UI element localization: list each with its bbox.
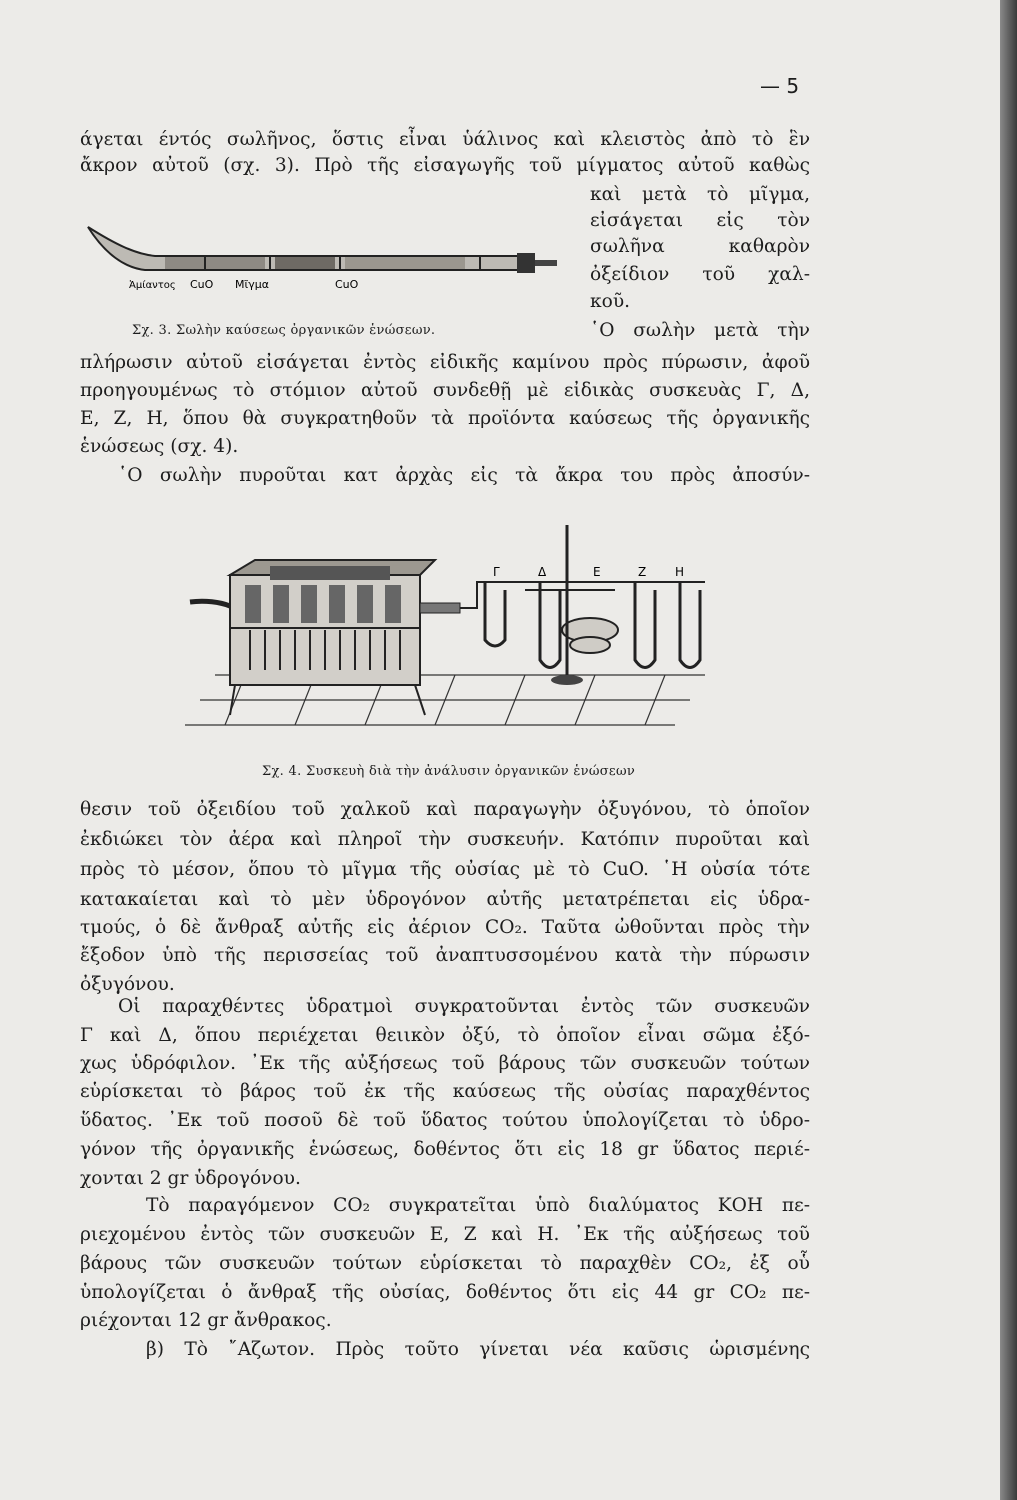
text-line: Οἱ παραχθέντες ὑδρατμοὶ συγκρατοῦνται ἐντὸς τῶν συσκευῶν xyxy=(118,996,810,1017)
figure-4-label: Ζ xyxy=(638,565,647,579)
text-line: εὑρίσκεται τὸ βάρος τοῦ ἐκ τῆς καύσεως τῆς οὐσίας παραχθέντος xyxy=(80,1081,810,1102)
text-line: άγεται έντός σωλῆνος, ὅστις εἶναι ὑάλινος καὶ κλειστὸς ἀπὸ τὸ ἓν xyxy=(80,129,810,150)
page-number: — 5 xyxy=(760,74,800,98)
text-line: πλήρωσιν αὐτοῦ εἰσάγεται ἐντὸς εἰδικῆς καμίνου πρὸς πύρωσιν, ἀφοῦ xyxy=(80,352,810,373)
text-line: κοῦ. xyxy=(590,291,631,312)
text-line: εἰσάγεται εἰς τὸν xyxy=(590,210,810,231)
text-line: θεσιν τοῦ ὀξειδίου τοῦ χαλκοῦ καὶ παραγωγὴν ὀξυγόνου, τὸ ὁποῖον xyxy=(80,799,810,820)
text-line: β) Τὸ ῎Αζωτον. Πρὸς τοῦτο γίνεται νέα καῦσις ὡρισμένης xyxy=(146,1339,810,1360)
figure-4-label: Η xyxy=(675,565,685,579)
figure-3-label: Μῖγμα xyxy=(235,278,269,291)
text-line: ὕδατος. ᾿Εκ τοῦ ποσοῦ δὲ τοῦ ὕδατος τούτου ὑπολογίζεται τὸ ὑδρο- xyxy=(80,1110,810,1131)
text-line: ἔξοδον ὑπὸ τῆς περισσείας τοῦ ἀναπτυσσομένου κατὰ τὴν πύρωσιν xyxy=(80,945,810,966)
text-line: κατακαίεται καὶ τὸ μὲν ὑδρογόνον αὐτῆς μετατρέπεται εἰς ὑδρα- xyxy=(80,889,810,910)
figure-4-label: Γ xyxy=(493,565,500,579)
text-line: ῾Ο σωλὴν πυροῦται κατ ἀρχὰς εἰς τὰ ἄκρα του πρὸς ἀποσύν- xyxy=(118,465,810,486)
text-line: Γ καὶ Δ, ὅπου περιέχεται θειικὸν ὀξύ, τὸ ὁποῖον εἶναι σῶμα ἐξό- xyxy=(80,1025,810,1046)
text-line: ριεχομένου ἐντὸς τῶν συσκευῶν Ε, Ζ καὶ Η. ᾿Εκ τῆς αὐξήσεως τοῦ xyxy=(80,1224,810,1245)
text-line: βάρους τῶν συσκευῶν τούτων εὑρίσκεται τὸ παραχθὲν CO₂, ἐξ οὗ xyxy=(80,1253,810,1274)
text-line: καὶ μετὰ τὸ μῖγμα, xyxy=(590,184,810,205)
text-line: ῾Ο σωλὴν μετὰ τὴν xyxy=(590,320,810,341)
text-line: πρὸς τὸ μέσον, ὅπου τὸ μῖγμα τῆς οὐσίας μὲ τὸ CuO. ῾Η οὐσία τότε xyxy=(80,859,810,880)
text-line: ὀξυγόνου. xyxy=(80,974,175,995)
text-line: ἐκδιώκει τὸν ἀέρα καὶ πληροῖ τὴν συσκευήν. Κατόπιν πυροῦται καὶ xyxy=(80,829,810,850)
figure-4-caption: Σχ. 4. Συσκευὴ διὰ τὴν ἀνάλυσιν ὀργανικῶν ἑνώσεων xyxy=(262,764,636,779)
text-line: ὑπολογίζεται ὁ ἄνθραξ τῆς οὐσίας, δοθέντος ὅτι εἰς 44 gr CO₂ πε- xyxy=(80,1282,810,1303)
text-line: τμούς, ὁ δὲ ἄνθραξ αὐτῆς εἰς ἀέριον CO₂. Ταῦτα ὠθοῦνται πρὸς τὴν xyxy=(80,917,810,938)
figure-3-label: Ἀμίαντος xyxy=(129,280,176,291)
text-line: σωλῆνα καθαρὸν xyxy=(590,236,810,257)
text-line: ὀξείδιον τοῦ χαλ- xyxy=(590,264,810,285)
text-line: προηγουμένως τὸ στόμιον αὐτοῦ συνδεθῇ μὲ εἰδικὰς συσκευὰς Γ, Δ, xyxy=(80,380,810,401)
figure-4-label: Ε xyxy=(593,565,601,579)
figure-3-label: CuO xyxy=(190,278,214,291)
figure-3-combustion-tube xyxy=(85,222,565,302)
figure-4-label: Δ xyxy=(538,565,547,579)
text-line: χως ὑδρόφιλον. ᾿Εκ τῆς αὐξήσεως τοῦ βάρους τῶν συσκευῶν τούτων xyxy=(80,1053,810,1074)
text-line: Τὸ παραγόμενον CO₂ συγκρατεῖται ὑπὸ διαλύματος ΚΟΗ πε- xyxy=(146,1195,810,1216)
figure-3-label: CuO xyxy=(335,278,359,291)
page-edge-shadow xyxy=(1000,0,1017,1500)
figure-3-caption: Σχ. 3. Σωλὴν καύσεως ὀργανικῶν ἑνώσεων. xyxy=(132,323,436,338)
text-line: Ε, Ζ, Η, ὅπου θὰ συγκρατηθοῦν τὰ προϊόντα καύσεως τῆς ὀργανικῆς xyxy=(80,408,810,429)
figure-4-apparatus xyxy=(185,520,705,735)
text-line: ἄκρον αὐτοῦ (σχ. 3). Πρὸ τῆς εἰσαγωγῆς τοῦ μίγματος αὐτοῦ καθὼς xyxy=(80,155,810,176)
text-line: ριέχονται 12 gr ἄνθρακος. xyxy=(80,1310,332,1331)
text-line: ἑνώσεως (σχ. 4). xyxy=(80,436,239,457)
text-line: γόνον τῆς ὀργανικῆς ἑνώσεως, δοθέντος ὅτι εἰς 18 gr ὕδατος περιέ- xyxy=(80,1139,810,1160)
text-line: χονται 2 gr ὑδρογόνου. xyxy=(80,1168,301,1189)
